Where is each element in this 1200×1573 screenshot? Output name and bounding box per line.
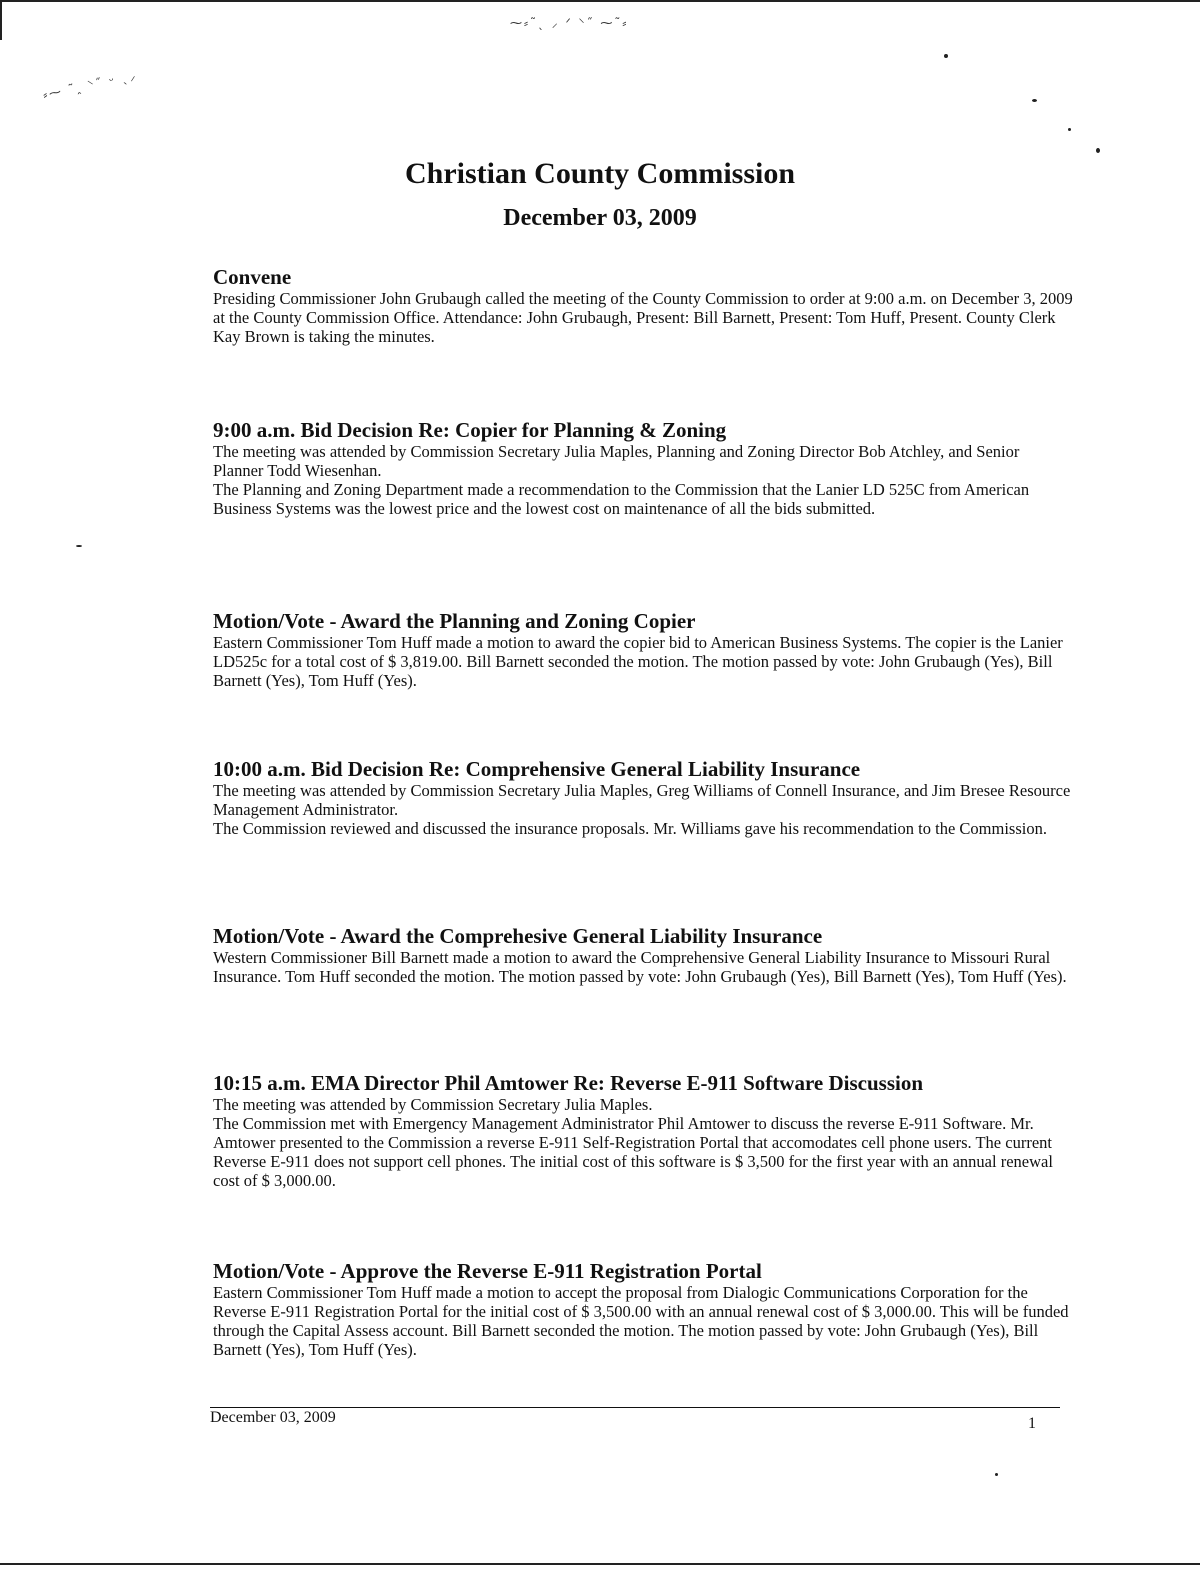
section-paragraph: Eastern Commissioner Tom Huff made a motion to accept the proposal from Dialogic Communications Corporation for the Reverse E-911 Registration Portal for the initial cost of $ 3,500.00 with an annual renewal cost of $ 3,000.00. This will be funded through the Capital Assess account. Bill Barnett seconded the motion. The motion passed by vote: John Grubaugh (Yes), Bill Barnett (Yes), Tom Huff (Yes). [213, 1283, 1069, 1359]
scan-bottom-edge [0, 1563, 1200, 1565]
section-paragraph: The Planning and Zoning Department made a recommendation to the Commission that the Lanier LD 525C from American Business Systems was the lowest price and the lowest cost on maintenance of all the bids submitted. [213, 480, 1030, 518]
section-heading: Motion/Vote - Award the Planning and Zoning Copier [213, 609, 696, 633]
scan-noise: ⸗⁓ ˜ꞈ ⸌˝ ᵕ ˎ⸝ [41, 68, 139, 102]
scan-noise: ⁓⸗˜ˎ ⸝ ᐟ ⸌˝ ⁓˜⸗ [510, 16, 629, 30]
section-heading: 10:15 a.m. EMA Director Phil Amtower Re: Reverse E-911 Software Discussion [213, 1071, 924, 1095]
section-insurance-bid [213, 757, 1073, 838]
section-copier-bid [213, 418, 1073, 518]
document-date: December 03, 2009 [503, 205, 697, 231]
section-paragraph: The meeting was attended by Commission Secretary Julia Maples. [213, 1095, 653, 1114]
scan-speck [1068, 128, 1071, 131]
section-paragraph: The meeting was attended by Commission Secretary Julia Maples, Planning and Zoning Director Bob Atchley, and Senior Planner Todd Wiesenhan. [213, 442, 1020, 480]
footer-divider [210, 1407, 1060, 1408]
scan-speck [944, 54, 948, 58]
section-paragraph: The Commission met with Emergency Management Administrator Phil Amtower to discuss the reverse E-911 Software. Mr. Amtower presented to the Commission a reverse E-911 Self-Registration Portal that accomodates cell phone users. The current Reverse E-911 does not support cell phones. The initial cost of this software is $ 3,500 for the first year with an annual renewal cost of $ 3,000.00. [213, 1114, 1053, 1190]
section-paragraph: Presiding Commissioner John Grubaugh called the meeting of the County Commission to order at 9:00 a.m. on December 3, 2009 at the County Commission Office. Attendance: John Grubaugh, Present: Bill Barnett, Present: Tom Huff, Present. County Clerk Kay Brown is taking the minutes. [213, 289, 1073, 346]
scan-speck [76, 545, 82, 547]
section-heading: 10:00 a.m. Bid Decision Re: Comprehensive General Liability Insurance [213, 757, 861, 781]
section-paragraph: Western Commissioner Bill Barnett made a motion to award the Comprehensive General Liability Insurance to Missouri Rural Insurance. Tom Huff seconded the motion. The motion passed by vote: John Grubaugh (Yes), Bill Barnett (Yes), Tom Huff (Yes). [213, 948, 1067, 986]
scan-speck [1032, 99, 1037, 102]
section-insurance-vote [213, 924, 1073, 986]
section-paragraph: The meeting was attended by Commission Secretary Julia Maples, Greg Williams of Connell Insurance, and Jim Bresee Resource Management Administrator. [213, 781, 1071, 819]
section-heading: 9:00 a.m. Bid Decision Re: Copier for Planning & Zoning [213, 418, 727, 442]
section-paragraph: The Commission reviewed and discussed the insurance proposals. Mr. Williams gave his recommendation to the Commission. [213, 819, 1047, 838]
scan-left-edge [0, 0, 2, 40]
document-title: Christian County Commission [404, 157, 796, 190]
page-number: 1 [1028, 1415, 1036, 1432]
section-paragraph: Eastern Commissioner Tom Huff made a motion to award the copier bid to American Business Systems. The copier is the Lanier LD525c for a total cost of $ 3,819.00. Bill Barnett seconded the motion. The motion passed by vote: John Grubaugh (Yes), Bill Barnett (Yes), Tom Huff (Yes). [213, 633, 1063, 690]
footer-date: December 03, 2009 [210, 1409, 336, 1426]
section-copier-vote [213, 609, 1073, 690]
scan-speck [1096, 148, 1100, 153]
section-heading: Convene [213, 265, 292, 289]
scan-top-edge [0, 0, 1200, 2]
section-heading: Motion/Vote - Approve the Reverse E-911 Registration Portal [213, 1259, 762, 1283]
scan-speck [995, 1473, 998, 1476]
section-convene [213, 265, 1073, 346]
section-e911-discussion [213, 1071, 1073, 1190]
section-e911-vote [213, 1259, 1073, 1359]
section-heading: Motion/Vote - Award the Comprehesive General Liability Insurance [213, 924, 823, 948]
